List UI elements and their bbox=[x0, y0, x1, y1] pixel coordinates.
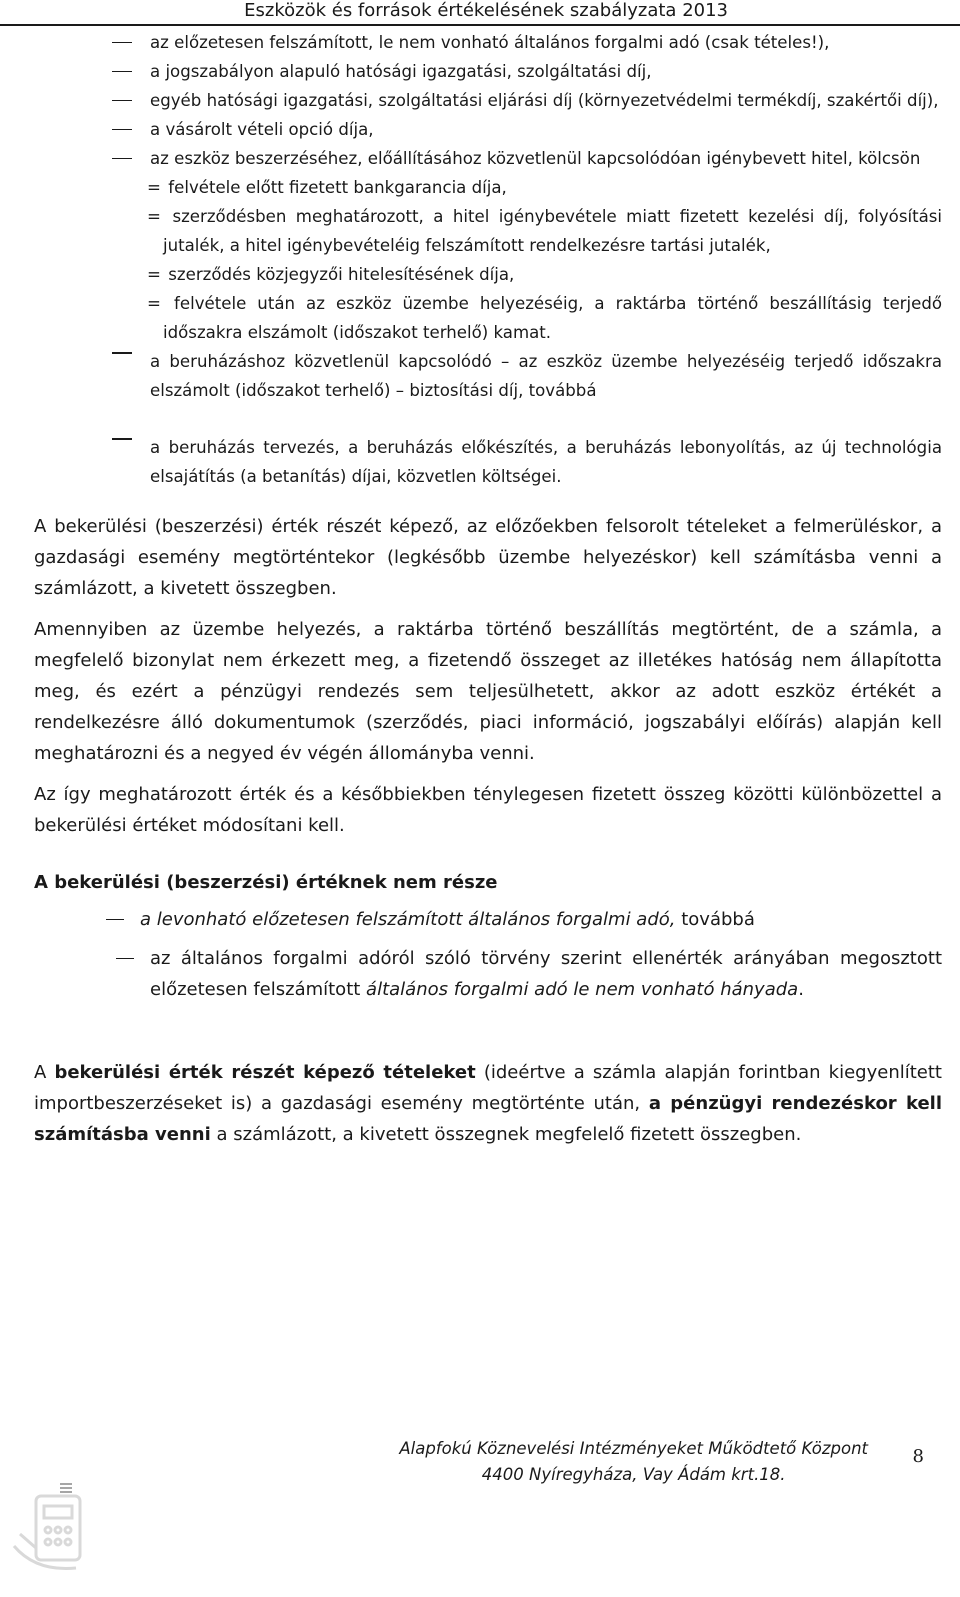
page-header bbox=[0, 0, 960, 26]
paragraph: A bekerülési (beszerzési) érték részét képező, az előzőekben felsorolt tételeket a felmerüléskor, a gazdasági esemény megtörténtekor (legkésőbb üzembe helyezéskor) kell számításba venni a számlázott, a kivetett összegben. bbox=[34, 516, 942, 599]
list-item: a levonható előzetesen felszámított általános forgalmi adó, továbbá bbox=[34, 904, 942, 935]
dash-bullet-icon bbox=[112, 352, 132, 354]
paragraph: Amennyiben az üzembe helyezés, a raktárba történő beszállítás megtörtént, de a számla, a megfelelő bizonylat nem érkezett meg, a fizetendő összeget az illetékes hatóság nem állapította meg, és ezért a pénzügyi rendezés sem teljesülhetett, akkor az adott eszköz értékét a rendelkezésre álló dokumentumok (szerződés, piaci információ, jogszabályi előírás) alapján kell meghatározni és a negyed év végén állományba venni. bbox=[34, 619, 942, 764]
cost-list-2 bbox=[34, 347, 942, 491]
dash-bullet-icon bbox=[116, 958, 134, 959]
dash-bullet-icon bbox=[112, 438, 132, 440]
list-item: a beruházás tervezés, a beruházás előkészítés, a beruházás lebonyolítás, az új technológia elsajátítás (a betanítás) díjai, közvetlen költségei. bbox=[34, 433, 942, 491]
section-heading: A bekerülési (beszerzési) értéknek nem része bbox=[34, 872, 498, 893]
sublist-item: = szerződés közjegyzői hitelesítésének díja, bbox=[147, 265, 515, 284]
dash-bullet-icon bbox=[112, 129, 132, 130]
paragraph: Az így meghatározott érték és a későbbiekben ténylegesen fizetett összeg közötti különbözettel a bekerülési értéket módosítani kell. bbox=[34, 784, 942, 836]
dash-bullet-icon bbox=[106, 919, 124, 920]
cost-list-1 bbox=[34, 28, 942, 173]
list-item: az általános forgalmi adóról szóló törvény szerint ellenérték arányában megosztott előzetesen felszámított általános forgalmi adó le nem vonható hányada. bbox=[34, 943, 942, 1005]
list-item: egyéb hatósági igazgatási, szolgáltatási eljárási díj (környezetvédelmi termékdíj, szakértői díj), bbox=[34, 86, 942, 115]
list-item: az előzetesen felszámított, le nem vonható általános forgalmi adó (csak tételes!), bbox=[34, 28, 942, 57]
dash-bullet-icon bbox=[112, 71, 132, 72]
dash-bullet-icon bbox=[112, 42, 132, 43]
dash-bullet-icon bbox=[112, 158, 132, 159]
list-item: a beruházáshoz közvetlenül kapcsolódó – az eszköz üzembe helyezéséig terjedő időszakra elszámolt (időszakot terhelő) – biztosítási díj, továbbá bbox=[34, 347, 942, 405]
footer-address: Alapfokú Köznevelési Intézményeket Működtető Központ 4400 Nyíregyháza, Vay Ádám krt.18. bbox=[399, 1439, 868, 1484]
header-title: Eszközök és források értékelésének szabályzata 2013 bbox=[244, 0, 728, 21]
list-item: az eszköz beszerzéséhez, előállításához közvetlenül kapcsolódóan igénybevett hitel, kölcsön bbox=[34, 144, 942, 173]
institution-logo-icon bbox=[6, 1476, 102, 1576]
list-item: a vásárolt vételi opció díja, bbox=[34, 115, 942, 144]
sublist-item: = szerződésben meghatározott, a hitel igénybevétele miatt fizetett kezelési díj, folyósítási jutalék, a hitel igénybevételéig felszámított rendelkezésre tartási jutalék, bbox=[147, 207, 943, 255]
page-footer bbox=[0, 1436, 960, 1576]
sublist-item: = felvétele után az eszköz üzembe helyezéséig, a raktárba történő beszállításig terjedő időszakra elszámolt (időszakot terhelő) kamat. bbox=[147, 294, 942, 342]
final-paragraph: A bekerülési érték részét képező tételeket (ideértve a számla alapján forintban kiegyenlített importbeszerzéseket is) a gazdasági esemény megtörténte után, a pénzügyi rendezéskor kell számításba venni a számlázott, a kivetett összegnek megfelelő fizetett összegben. bbox=[34, 1062, 942, 1145]
page-number: 8 bbox=[912, 1446, 924, 1467]
list-item: a jogszabályon alapuló hatósági igazgatási, szolgáltatási díj, bbox=[34, 57, 942, 86]
exclusion-list bbox=[34, 904, 942, 1005]
dash-bullet-icon bbox=[112, 100, 132, 101]
sublist-item: = felvétele előtt fizetett bankgarancia díja, bbox=[147, 178, 507, 197]
loan-sublist bbox=[34, 173, 942, 347]
document-body bbox=[34, 28, 942, 1150]
